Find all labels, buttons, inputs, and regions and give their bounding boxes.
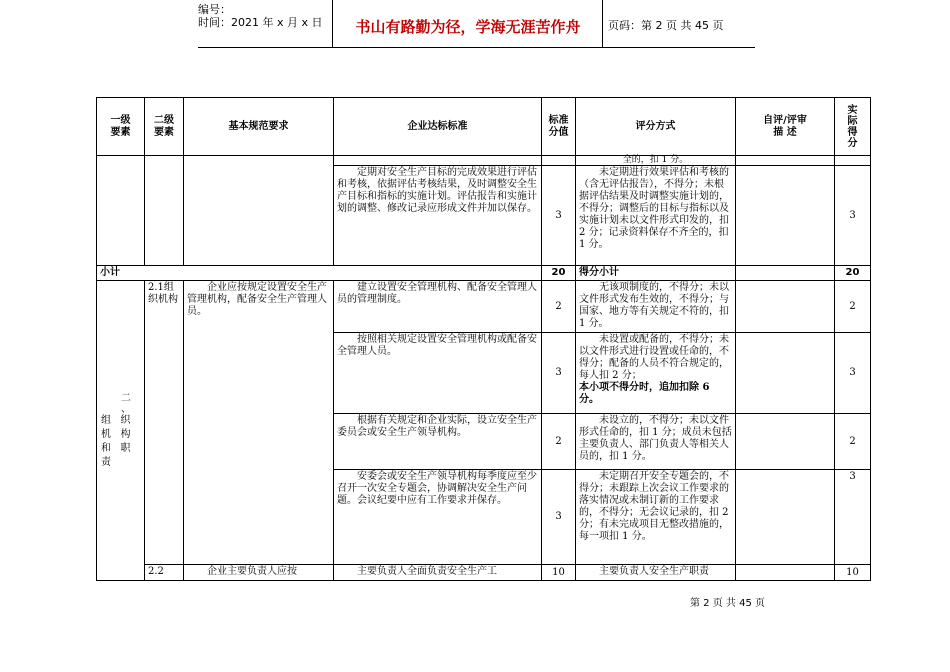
standard-cell: 定期对安全生产目标的完成效果进行评估和考核，依据评估考核结果，及时调整安全生产目标和指标的实施计划。评估报告和实施计划的调整、修改记录应形成文件并加以保存。 [334,166,542,266]
time-label: 时间：2021 年 x 月 x 日 [198,16,323,29]
actual-cell [835,156,871,166]
score-cell: 10 [542,565,576,581]
standard-cell: 建立设置安全管理机构、配备安全管理人员的管理制度。 [334,281,542,333]
method-cell: 未定期召开安全专题会的，不得分；未跟踪上次会议工作要求的落实情况或未制订新的工作要求的，不得分；无会议记录的，扣 2 分；有未完成项目无整改措施的，每一项扣 1 分。 [576,470,736,565]
header-page-label: 页码：第 2 页 共 45 页 [608,19,724,32]
subtotal-label: 小计 [97,266,542,281]
actual-cell: 2 [835,414,871,470]
score-cell: 3 [542,166,576,266]
score-cell: 2 [542,281,576,333]
method-bold-note: 本小项不得分时，追加扣除 6 分。 [579,382,710,405]
header-motto: 书山有路勤为径，学海无涯苦作舟 [355,18,581,36]
standard-cell: 主要负责人全面负责安全生产工 [334,565,542,581]
method-cell: 未设置或配备的，不得分；未以文件形式进行设置或任命的，不得分；配备的人员不符合规定的，每人扣 2 分； 本小项不得分时，追加扣除 6 分。 [576,333,736,414]
page-header [198,0,755,48]
col-actual: 实 际 得 分 [835,98,871,156]
level2-cell: 2.1组织机构 [145,281,184,565]
score-cell: 2 [542,414,576,470]
header-divider [602,0,603,48]
table-header-row [97,98,871,156]
actual-cell: 3 [835,470,871,565]
requirement-cell [184,156,334,266]
actual-cell: 3 [835,333,871,414]
actual-cell: 2 [835,281,871,333]
self-review-cell [736,156,835,166]
self-review-cell [736,166,835,266]
subtotal-row [97,266,871,281]
score-cell: 3 [542,470,576,565]
table-row [97,565,871,581]
score-cell: 3 [542,333,576,414]
page-footer: 第 2 页 共 45 页 [690,598,765,609]
method-cell: 无该项制度的，不得分；未以文件形式发布生效的，不得分；与国家、地方等有关规定不符的，扣 1 分。 [576,281,736,333]
subtotal-method: 得分小计 [576,266,736,281]
self-review-cell [736,281,835,333]
actual-cell: 10 [835,565,871,581]
table-row [97,281,871,333]
method-cell: 未定期进行效果评估和考核的（含无评估报告），不得分；未根据评估结果及时调整实施计划的，不得分；调整后的目标与指标以及实施计划未以文件形式印发的，扣 2 分；记录资料保存不齐全的，扣 1 分。 [576,166,736,266]
level1-section-cell: 二 、 组 织 机 构 和 职 责 [97,281,145,581]
col-score-std: 标准 分值 [542,98,576,156]
table-row [97,156,871,166]
standard-cell: 安委会或安全生产领导机构每季度应至少召开一次安全专题会，协调解决安全生产问题。会议纪要中应有工作要求并保存。 [334,470,542,565]
standard-cell [334,156,542,166]
self-review-cell [736,414,835,470]
col-level1: 一级 要素 [97,98,145,156]
col-standard: 企业达标标准 [334,98,542,156]
number-label: 编号： [198,3,231,16]
requirement-cell: 企业应按规定设置安全生产管理机构，配备安全生产管理人员。 [184,281,334,565]
actual-cell: 3 [835,166,871,266]
method-cell: 全的，扣 1 分。 [576,156,736,166]
method-cell: 主要负责人安全生产职责 [576,565,736,581]
self-review-cell [736,333,835,414]
header-divider [332,0,333,48]
score-cell [542,156,576,166]
subtotal-score: 20 [542,266,576,281]
header-rule [198,47,755,48]
standard-cell: 按照相关规定设置安全管理机构或配备安全管理人员。 [334,333,542,414]
col-level2: 二级 要素 [145,98,184,156]
subtotal-actual: 20 [835,266,871,281]
self-review-cell [736,470,835,565]
level2-cell [145,156,184,266]
requirement-cell: 企业主要负责人应按 [184,565,334,581]
level2-cell: 2.2 [145,565,184,581]
method-cell: 未设立的，不得分；未以文件形式任命的，扣 1 分；成员未包括主要负责人、部门负责人等相关人员的，扣 1 分。 [576,414,736,470]
header-meta [198,3,328,29]
col-method: 评分方式 [576,98,736,156]
col-self-review: 自评/评审 描 述 [736,98,835,156]
subtotal-self-review [736,266,835,281]
col-requirement: 基本规范要求 [184,98,334,156]
level1-cell [97,156,145,266]
self-review-cell [736,565,835,581]
standard-cell: 根据有关规定和企业实际，设立安全生产委员会或安全生产领导机构。 [334,414,542,470]
standards-table [96,97,871,581]
